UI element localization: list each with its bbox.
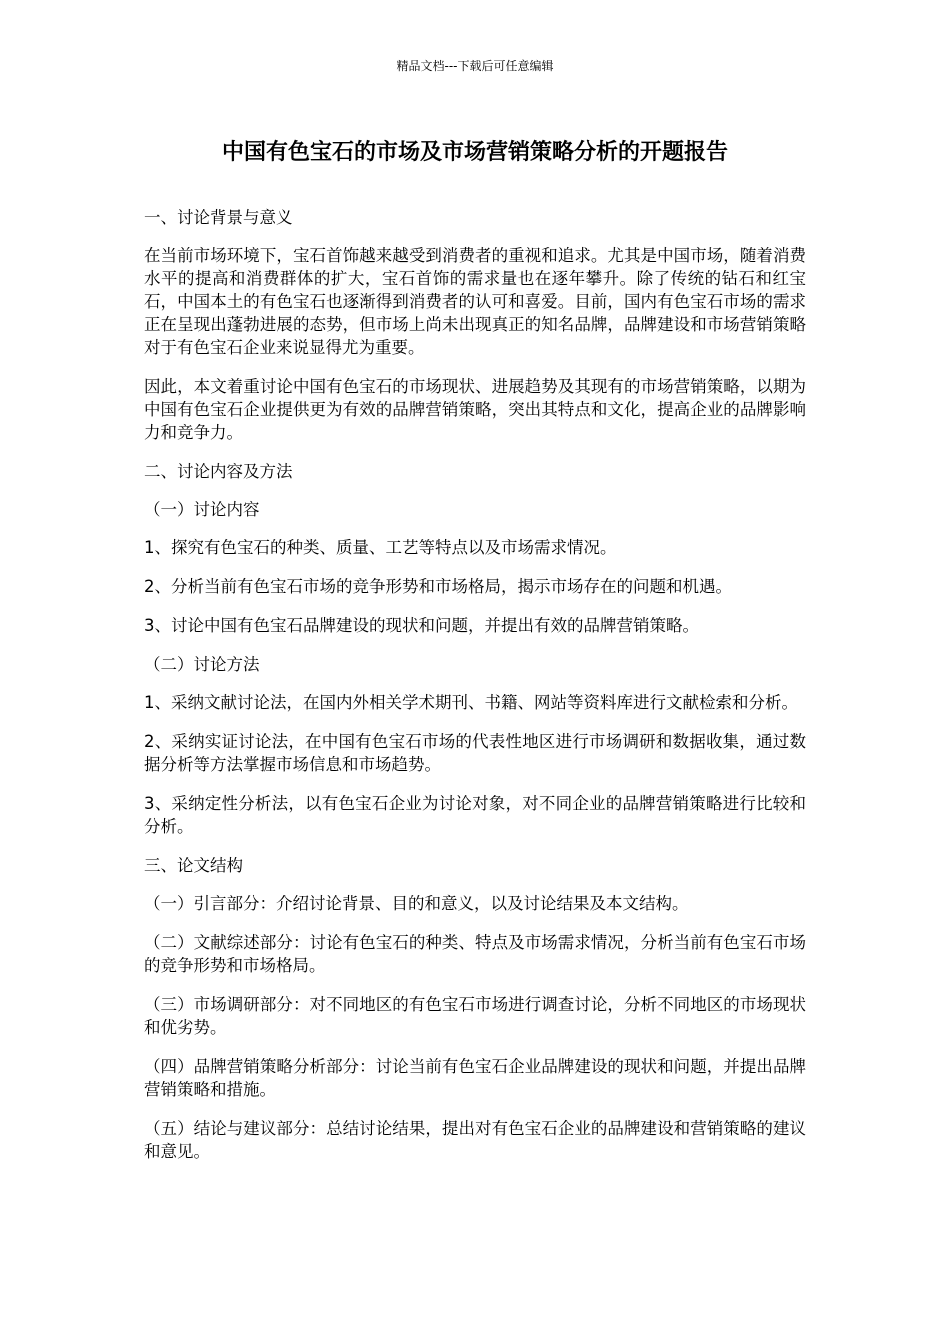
paragraph: 在当前市场环境下，宝石首饰越来越受到消费者的重视和追求。尤其是中国市场，随着消费水平的提高和消费群体的扩大，宝石首饰的需求量也在逐年攀升。除了传统的钻石和红宝石，中国本土的有色宝石也逐渐得到消费者的认可和喜爱。目前，国内有色宝石市场的需求正在呈现出蓬勃进展的态势，但市场上尚未出现真正的知名品牌，品牌建设和市场营销策略对于有色宝石企业来说显得尤为重要。 (144, 246, 806, 357)
list-item: 2、采纳实证讨论法，在中国有色宝石市场的代表性地区进行市场调研和数据收集，通过数据分析等方法掌握市场信息和市场趋势。 (144, 732, 806, 774)
list-item: （三）市场调研部分：对不同地区的有色宝石市场进行调查讨论，分析不同地区的市场现状和优劣势。 (144, 995, 806, 1037)
list-item: （四）品牌营销策略分析部分：讨论当前有色宝石企业品牌建设的现状和问题，并提出品牌营销策略和措施。 (144, 1057, 806, 1099)
list-item: （一）引言部分：介绍讨论背景、目的和意义，以及讨论结果及本文结构。 (144, 894, 689, 913)
document-body (144, 206, 806, 1179)
page-header: 精品文档---下载后可任意编辑 (396, 59, 554, 73)
section-heading: 二、讨论内容及方法 (144, 462, 293, 481)
list-item: 1、探究有色宝石的种类、质量、工艺等特点以及市场需求情况。 (144, 538, 617, 557)
list-item: 3、采纳定性分析法，以有色宝石企业为讨论对象，对不同企业的品牌营销策略进行比较和分析。 (144, 794, 806, 836)
subsection-heading: （二）讨论方法 (144, 655, 260, 674)
list-item: 2、分析当前有色宝石市场的竞争形势和市场格局，揭示市场存在的问题和机遇。 (144, 577, 732, 596)
list-item: 3、讨论中国有色宝石品牌建设的现状和问题，并提出有效的品牌营销策略。 (144, 616, 699, 635)
document-title: 中国有色宝石的市场及市场营销策略分析的开题报告 (221, 140, 728, 165)
subsection-heading: （一）讨论内容 (144, 500, 260, 519)
list-item: （二）文献综述部分：讨论有色宝石的种类、特点及市场需求情况，分析当前有色宝石市场的竞争形势和市场格局。 (144, 933, 806, 975)
paragraph: 因此，本文着重讨论中国有色宝石的市场现状、进展趋势及其现有的市场营销策略，以期为中国有色宝石企业提供更为有效的品牌营销策略，突出其特点和文化，提高企业的品牌影响力和竞争力。 (144, 377, 806, 442)
list-item: 1、采纳文献讨论法，在国内外相关学术期刊、书籍、网站等资料库进行文献检索和分析。 (144, 693, 798, 712)
section-heading: 一、讨论背景与意义 (144, 208, 293, 227)
list-item: （五）结论与建议部分：总结讨论结果，提出对有色宝石企业的品牌建设和营销策略的建议和意见。 (144, 1119, 806, 1161)
section-heading: 三、论文结构 (144, 856, 243, 875)
